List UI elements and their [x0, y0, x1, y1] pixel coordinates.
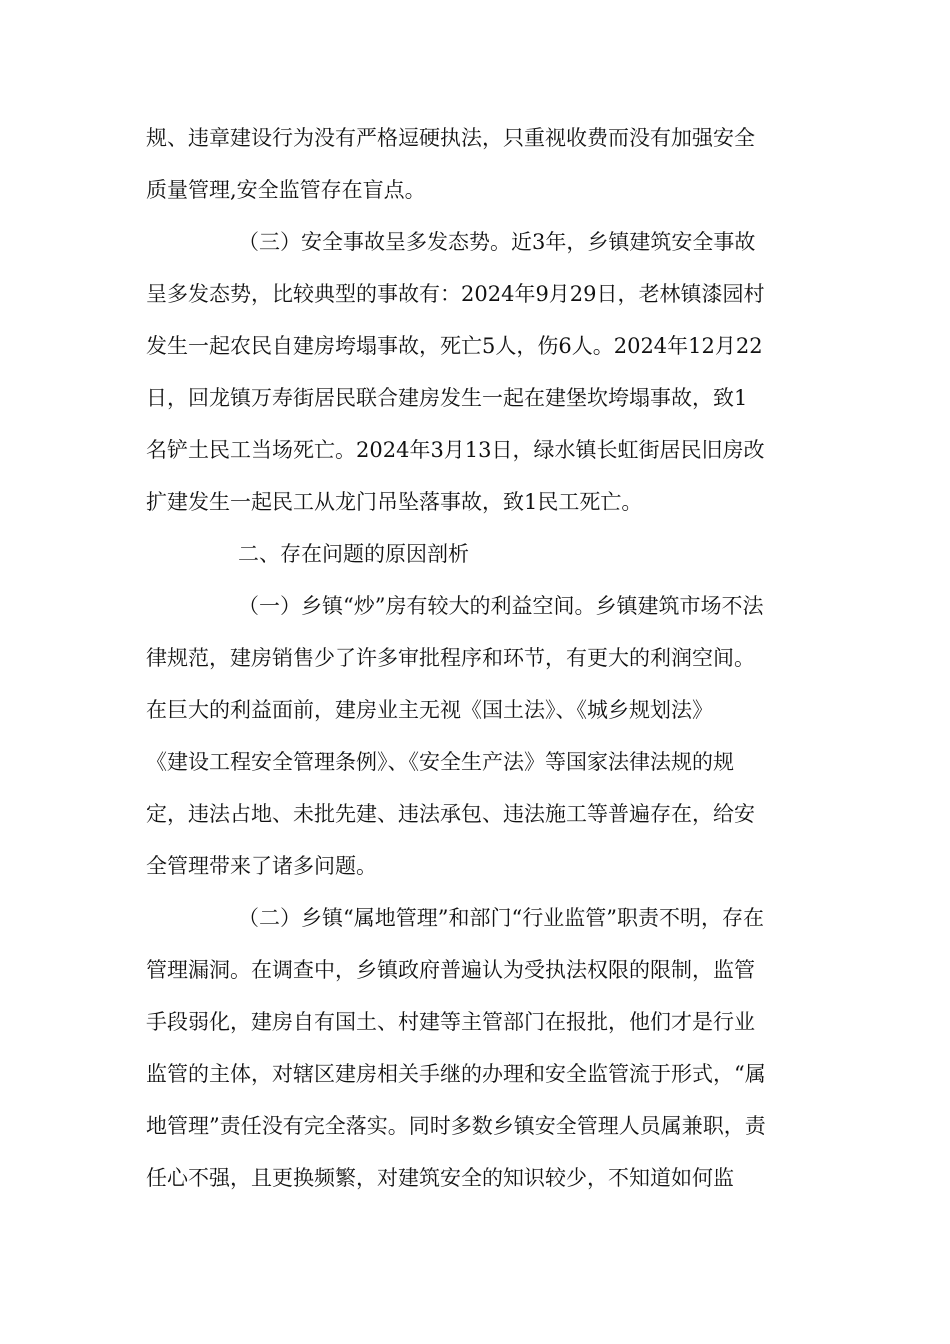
text-line: 地管理”责任没有完全落实。同时多数乡镇安全管理人员属兼职，责	[146, 1114, 766, 1138]
text-line: 全管理带来了诸多问题。	[146, 854, 377, 878]
text-line: 监管的主体，对辖区建房相关手继的办理和安全监管流于形式，“属	[146, 1062, 766, 1086]
text-line: 规、违章建设行为没有严格逗硬执法，只重视收费而没有加强安全	[146, 126, 755, 150]
text-line: 质量管理,安全监管存在盲点。	[146, 178, 426, 202]
text-line: 扩建发生一起民工从龙门吊坠落事故，致1民工死亡。	[146, 490, 643, 514]
text-line: 发生一起农民自建房垮塌事故，死亡5人，伤6人。2024年12月22	[146, 334, 763, 358]
text-line: 任心不强，且更换频繁，对建筑安全的知识较少，不知道如何监	[146, 1166, 734, 1190]
text-line: 律规范，建房销售少了许多审批程序和环节，有更大的利润空间。	[146, 646, 755, 670]
text-line: 名铲土民工当场死亡。2024年3月13日，绿水镇长虹街居民旧房改	[146, 438, 765, 462]
text-line: 《建设工程安全管理条例》、《安全生产法》等国家法律法规的规	[146, 750, 734, 774]
text-line: （二）乡镇“属地管理”和部门“行业监管”职责不明，存在	[238, 906, 764, 930]
text-line: 呈多发态势，比较典型的事故有：2024年9月29日，老林镇漆园村	[146, 282, 765, 306]
text-line: 手段弱化，建房自有国土、村建等主管部门在报批，他们才是行业	[146, 1010, 755, 1034]
document-body	[146, 112, 806, 1204]
text-line: 日，回龙镇万寿街居民联合建房发生一起在建堡坎垮塌事故，致1	[146, 386, 748, 410]
text-line: 管理漏洞。在调查中，乡镇政府普遍认为受执法权限的限制，监管	[146, 958, 755, 982]
text-line: （一）乡镇“炒”房有较大的利益空间。乡镇建筑市场不法	[238, 594, 764, 618]
text-line: 在巨大的利益面前，建房业主无视《国土法》、《城乡规划法》	[146, 698, 713, 722]
text-line: 定，违法占地、未批先建、违法承包、违法施工等普遍存在，给安	[146, 802, 755, 826]
text-line: （三）安全事故呈多发态势。近3年，乡镇建筑安全事故	[238, 230, 756, 254]
section-heading: 二、存在问题的原因剖析	[238, 542, 469, 566]
